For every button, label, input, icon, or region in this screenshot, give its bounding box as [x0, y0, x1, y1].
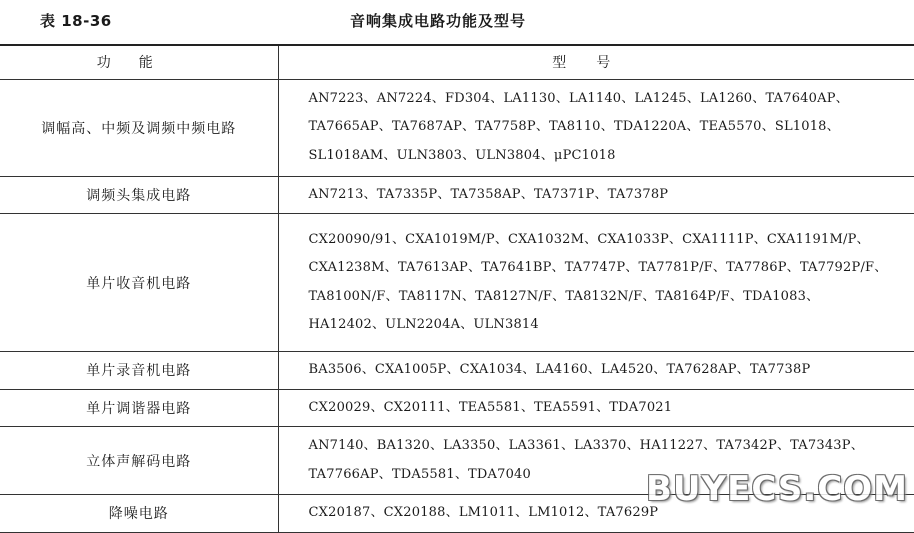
models-cell	[278, 176, 914, 214]
models-line: TA7766AP、TDA5581、TDA7040	[308, 466, 531, 482]
table-row	[0, 389, 914, 427]
table-row	[0, 79, 914, 176]
table-number: 表 18-36	[40, 12, 112, 30]
models-line: SL1018AM、ULN3803、ULN3804、μPC1018	[308, 147, 616, 163]
models-line: CX20187、CX20188、LM1011、LM1012、TA7629P	[308, 505, 659, 520]
models-line: CX20090/91、CXA1019M/P、CXA1032M、CXA1033P、CXA1111P、CXA1191M/P、	[308, 231, 870, 247]
models-line: CX20029、CX20111、TEA5581、TEA5591、TDA7021	[308, 399, 673, 415]
header-models: 型号	[278, 45, 914, 79]
function-cell: 调幅高、中频及调频中频电路	[0, 79, 278, 176]
function-cell: 单片收音机电路	[0, 214, 278, 352]
function-cell: 立体声解码电路	[0, 427, 278, 495]
ic-function-table	[0, 44, 914, 533]
models-cell	[278, 79, 914, 176]
watermark-logo: BUYECS.COM	[645, 469, 908, 509]
models-line: CXA1238M、TA7613AP、TA7641BP、TA7747P、TA7781P/F、TA7786P、TA7792P/F、	[308, 260, 888, 275]
table-header-row	[0, 45, 914, 79]
models-cell	[278, 214, 914, 352]
models-line: AN7140、BA1320、LA3350、LA3361、LA3370、HA11227、TA7342P、TA7343P、	[308, 438, 864, 453]
models-line: TA7665AP、TA7687AP、TA7758P、TA8110、TDA1220A、TEA5570、SL1018、	[308, 119, 840, 135]
header-function: 功能	[0, 45, 278, 79]
function-cell: 单片录音机电路	[0, 352, 278, 390]
table-row	[0, 176, 914, 214]
models-line: AN7223、AN7224、FD304、LA1130、LA1140、LA1245、LA1260、TA7640AP、	[308, 90, 849, 106]
function-cell: 调频头集成电路	[0, 176, 278, 214]
table-row	[0, 214, 914, 352]
function-cell: 降噪电路	[0, 495, 278, 533]
table-row	[0, 352, 914, 390]
models-line: TA8100N/F、TA8117N、TA8127N/F、TA8132N/F、TA8164P/F、TDA1083、	[308, 288, 820, 304]
models-line: AN7213、TA7335P、TA7358AP、TA7371P、TA7378P	[308, 186, 669, 202]
table-title: 音响集成电路功能及型号	[350, 12, 527, 30]
table-caption	[0, 0, 914, 40]
models-cell	[278, 389, 914, 427]
models-line: BA3506、CXA1005P、CXA1034、LA4160、LA4520、TA7628AP、TA7738P	[308, 362, 811, 377]
models-cell	[278, 352, 914, 390]
models-line: HA12402、ULN2204A、ULN3814	[308, 317, 539, 332]
function-cell: 单片调谐器电路	[0, 389, 278, 427]
